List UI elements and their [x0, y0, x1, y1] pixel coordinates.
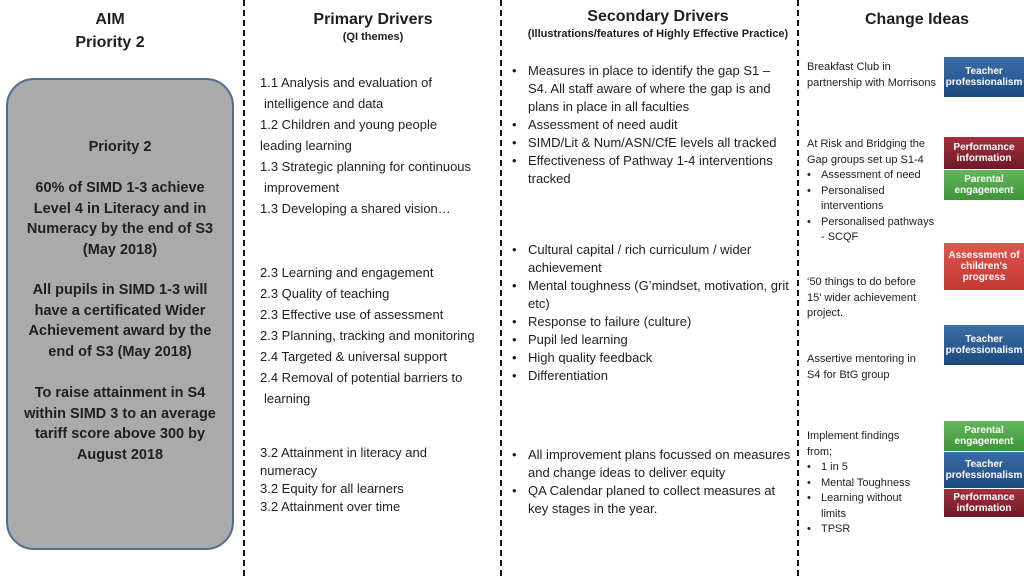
secondary-bullet: • All improvement plans focussed on measures and change ideas to deliver equity: [510, 446, 792, 482]
secondary-bullet: • Mental toughness (G’mindset, motivation, grit etc): [510, 277, 792, 313]
primary-line: learning: [264, 391, 311, 406]
primary-line: 2.3 Effective use of assessment: [260, 307, 444, 322]
secondary-subtitle: (Illustrations/features of Highly Effective Practice): [527, 28, 789, 40]
change-idea-bullet: • Mental Toughness: [807, 476, 917, 492]
change-idea-bullet: • Learning without limits: [807, 491, 917, 522]
aim-goal: 60% of SIMD 1-3 achieve Level 4 in Literacy and in Numeracy by the end of S3 (May 2018): [26, 180, 214, 258]
change-idea-bullet: • Personalised pathways - SCQF: [807, 215, 935, 246]
tag-teacher-professionalism: Teacher professionalism: [944, 325, 1024, 365]
column-divider: [797, 0, 799, 576]
primary-line: 2.4 Removal of potential barriers to: [260, 370, 463, 385]
secondary-bullet: • Response to failure (culture): [510, 313, 792, 331]
change-idea-bullet: • Personalised interventions: [807, 184, 935, 215]
primary-line: 3.2 Equity for all learners: [260, 481, 404, 496]
change-idea-text: At Risk and Bridging the Gap groups set up S1-4: [807, 138, 926, 166]
tag-parental-engagement: Parental engagement: [944, 170, 1024, 200]
tag-performance-information: Performance information: [944, 137, 1024, 169]
aim-goal: All pupils in SIMD 1-3 will have a certificated Wider Achievement award by the end of S3 (May 2018): [28, 282, 212, 360]
change-idea-text: Implement findings from;: [807, 430, 900, 458]
aim-header: [40, 8, 180, 54]
primary-group-3: [260, 444, 427, 516]
secondary-bullet: • QA Calendar planed to collect measures at key stages in the year.: [510, 482, 792, 518]
primary-group-2: [260, 262, 475, 409]
primary-line: 3.2 Attainment over time: [260, 499, 401, 514]
aim-subtitle: Priority 2: [75, 34, 145, 51]
secondary-bullet: • Assessment of need audit: [510, 116, 792, 134]
secondary-bullet: • High quality feedback: [510, 349, 792, 367]
aim-goal: To raise attainment in S4 within SIMD 3 to an average tariff score above 300 by August 2018: [24, 385, 216, 463]
primary-line: improvement: [264, 180, 340, 195]
primary-line: 3.2 Attainment in literacy and: [260, 445, 427, 460]
primary-line: 1.3 Strategic planning for continuous: [260, 159, 472, 174]
column-divider: [500, 0, 502, 576]
secondary-bullet: • Effectiveness of Pathway 1-4 interventions tracked: [510, 152, 792, 188]
primary-header: [260, 8, 486, 43]
secondary-bullet: • Pupil led learning: [510, 331, 792, 349]
tag-assessment-of-progress: Assessment of children's progress: [944, 243, 1024, 290]
primary-line: 2.3 Quality of teaching: [260, 286, 390, 301]
change-idea-text: ‘50 things to do before 15’ wider achievement project.: [807, 276, 917, 319]
primary-line: 1.1 Analysis and evaluation of: [260, 75, 433, 90]
change-header: Change Ideas: [864, 11, 970, 28]
primary-subtitle: (QI themes): [342, 31, 404, 43]
tag-teacher-professionalism: Teacher professionalism: [944, 57, 1024, 97]
secondary-bullet: • Measures in place to identify the gap S1 – S4. All staff aware of where the gap is and plans in place in all faculties: [510, 62, 792, 116]
aim-title: AIM: [95, 11, 125, 28]
change-idea-bullet: • 1 in 5: [807, 460, 917, 476]
change-idea-bullet: • TPSR: [807, 522, 917, 538]
tag-performance-information: Performance information: [944, 489, 1024, 517]
change-idea-bullet: • Assessment of need: [807, 168, 935, 184]
primary-line: numeracy: [260, 463, 318, 478]
tag-teacher-professionalism: Teacher professionalism: [944, 452, 1024, 488]
change-idea-text: Breakfast Club in partnership with Morrisons: [807, 61, 936, 89]
change-idea-3: [807, 275, 931, 322]
secondary-group-2: [510, 241, 792, 385]
secondary-bullet: • Differentiation: [510, 367, 792, 385]
change-idea-2: [807, 137, 935, 246]
change-idea-text: Assertive mentoring in S4 for BtG group: [807, 353, 916, 381]
secondary-group-3: [510, 446, 792, 518]
secondary-bullet: • Cultural capital / rich curriculum / wider achievement: [510, 241, 792, 277]
primary-line: intelligence and data: [264, 96, 384, 111]
primary-group-1: [260, 72, 471, 219]
secondary-title: Secondary Drivers: [587, 8, 729, 25]
column-divider: [243, 0, 245, 576]
aim-box-title: Priority 2: [88, 139, 152, 155]
primary-line: 2.3 Learning and engagement: [260, 265, 434, 280]
primary-title: Primary Drivers: [313, 11, 433, 28]
change-idea-5: [807, 429, 917, 538]
primary-line: 1.2 Children and young people: [260, 117, 438, 132]
change-idea-1: [807, 60, 937, 91]
primary-line: 2.4 Targeted & universal support: [260, 349, 447, 364]
primary-line: 2.3 Planning, tracking and monitoring: [260, 328, 475, 343]
primary-line: leading learning: [260, 138, 352, 153]
secondary-group-1: [510, 62, 792, 188]
secondary-header: [508, 5, 808, 40]
primary-line: 1.3 Developing a shared vision…: [260, 201, 451, 216]
tag-parental-engagement: Parental engagement: [944, 421, 1024, 451]
change-idea-4: [807, 352, 931, 383]
secondary-bullet: • SIMD/Lit & Num/ASN/CfE levels all tracked: [510, 134, 792, 152]
